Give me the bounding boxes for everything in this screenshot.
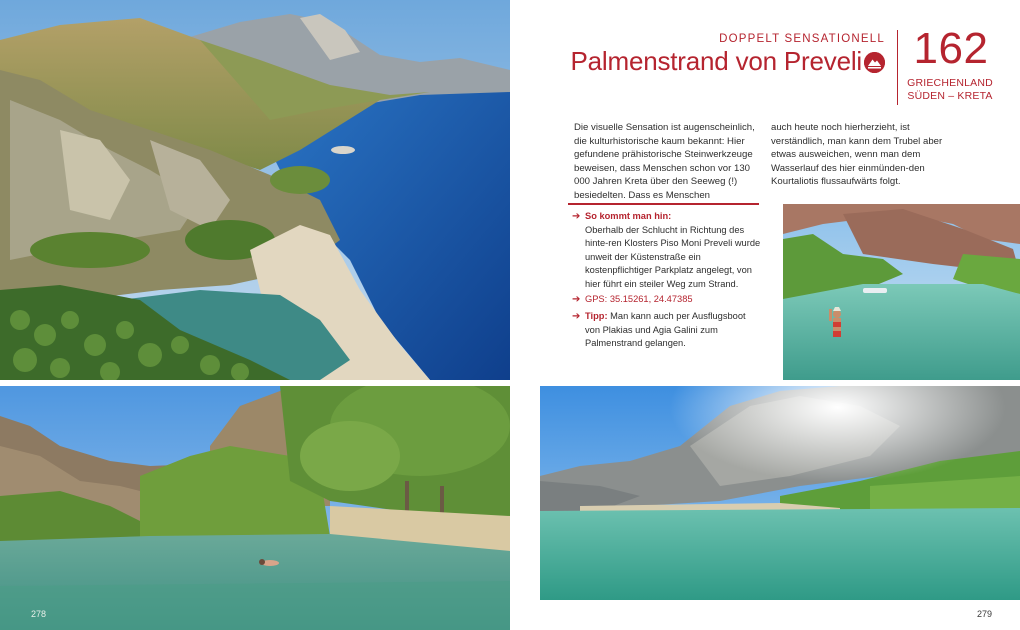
info-arrival [572,210,762,292]
page-number-right: 279 [977,609,993,619]
region-label [906,77,994,103]
gps-value: 35.15261, 24.47385 [609,294,693,304]
photo-gorge-sun [540,386,1020,600]
gps-label: GPS: [585,294,608,304]
page-title: Palmenstrand von Preveli [570,46,862,76]
mountain-badge-icon [864,52,885,73]
arrival-text: Oberhalb der Schlucht in Richtung des hinte-ren Klosters Piso Moni Preveli wurde unweit der Küstenstraße ein kostenpflichtiger Parkplatz angelegt, von hier führt ein steiler Weg zum Strand. [585,224,761,289]
photo-woman-river [783,204,1020,380]
arrow-right-icon: ➔ [572,211,581,222]
photo-aerial-beach [0,0,510,380]
photo-river-palms [0,386,510,630]
region-country: GRIECHENLAND [907,77,993,89]
info-divider [568,203,759,205]
entry-number: 162 [913,24,989,73]
header-divider [897,30,898,105]
body-column-2: auch heute noch hierherzieht, ist verständlich, man kann dem Trubel aber etwas ausweichen, wenn man dem Wasserlauf des hier einmünden-den Kourtaliotis flussaufwärts folgt. [771,122,943,188]
arrow-right-icon: ➔ [572,311,581,322]
tip-text: Man kann auch per Ausflugsboot von Plakias und Agia Galini zum Palmenstrand gelangen. [585,311,746,349]
info-tip [572,310,762,351]
info-gps [572,293,762,307]
page-number-left: 278 [31,609,47,619]
body-column-1: Die visuelle Sensation ist augenscheinlich, die kulturhistorische kaum bekannt: Hier gefundene prähistorische Steinwerkzeuge beweisen, dass Menschen schon vor 130 000 Jahren Kreta über den Seeweg (!) besiedelten. Dass es Menschen [574,122,755,201]
arrival-label: So kommt man hin: [585,211,672,221]
kicker: DOPPELT SENSATIONELL [719,33,885,45]
region-area: SÜDEN – KRETA [907,90,993,102]
arrow-right-icon: ➔ [572,294,581,305]
tip-label: Tipp: [585,311,608,321]
